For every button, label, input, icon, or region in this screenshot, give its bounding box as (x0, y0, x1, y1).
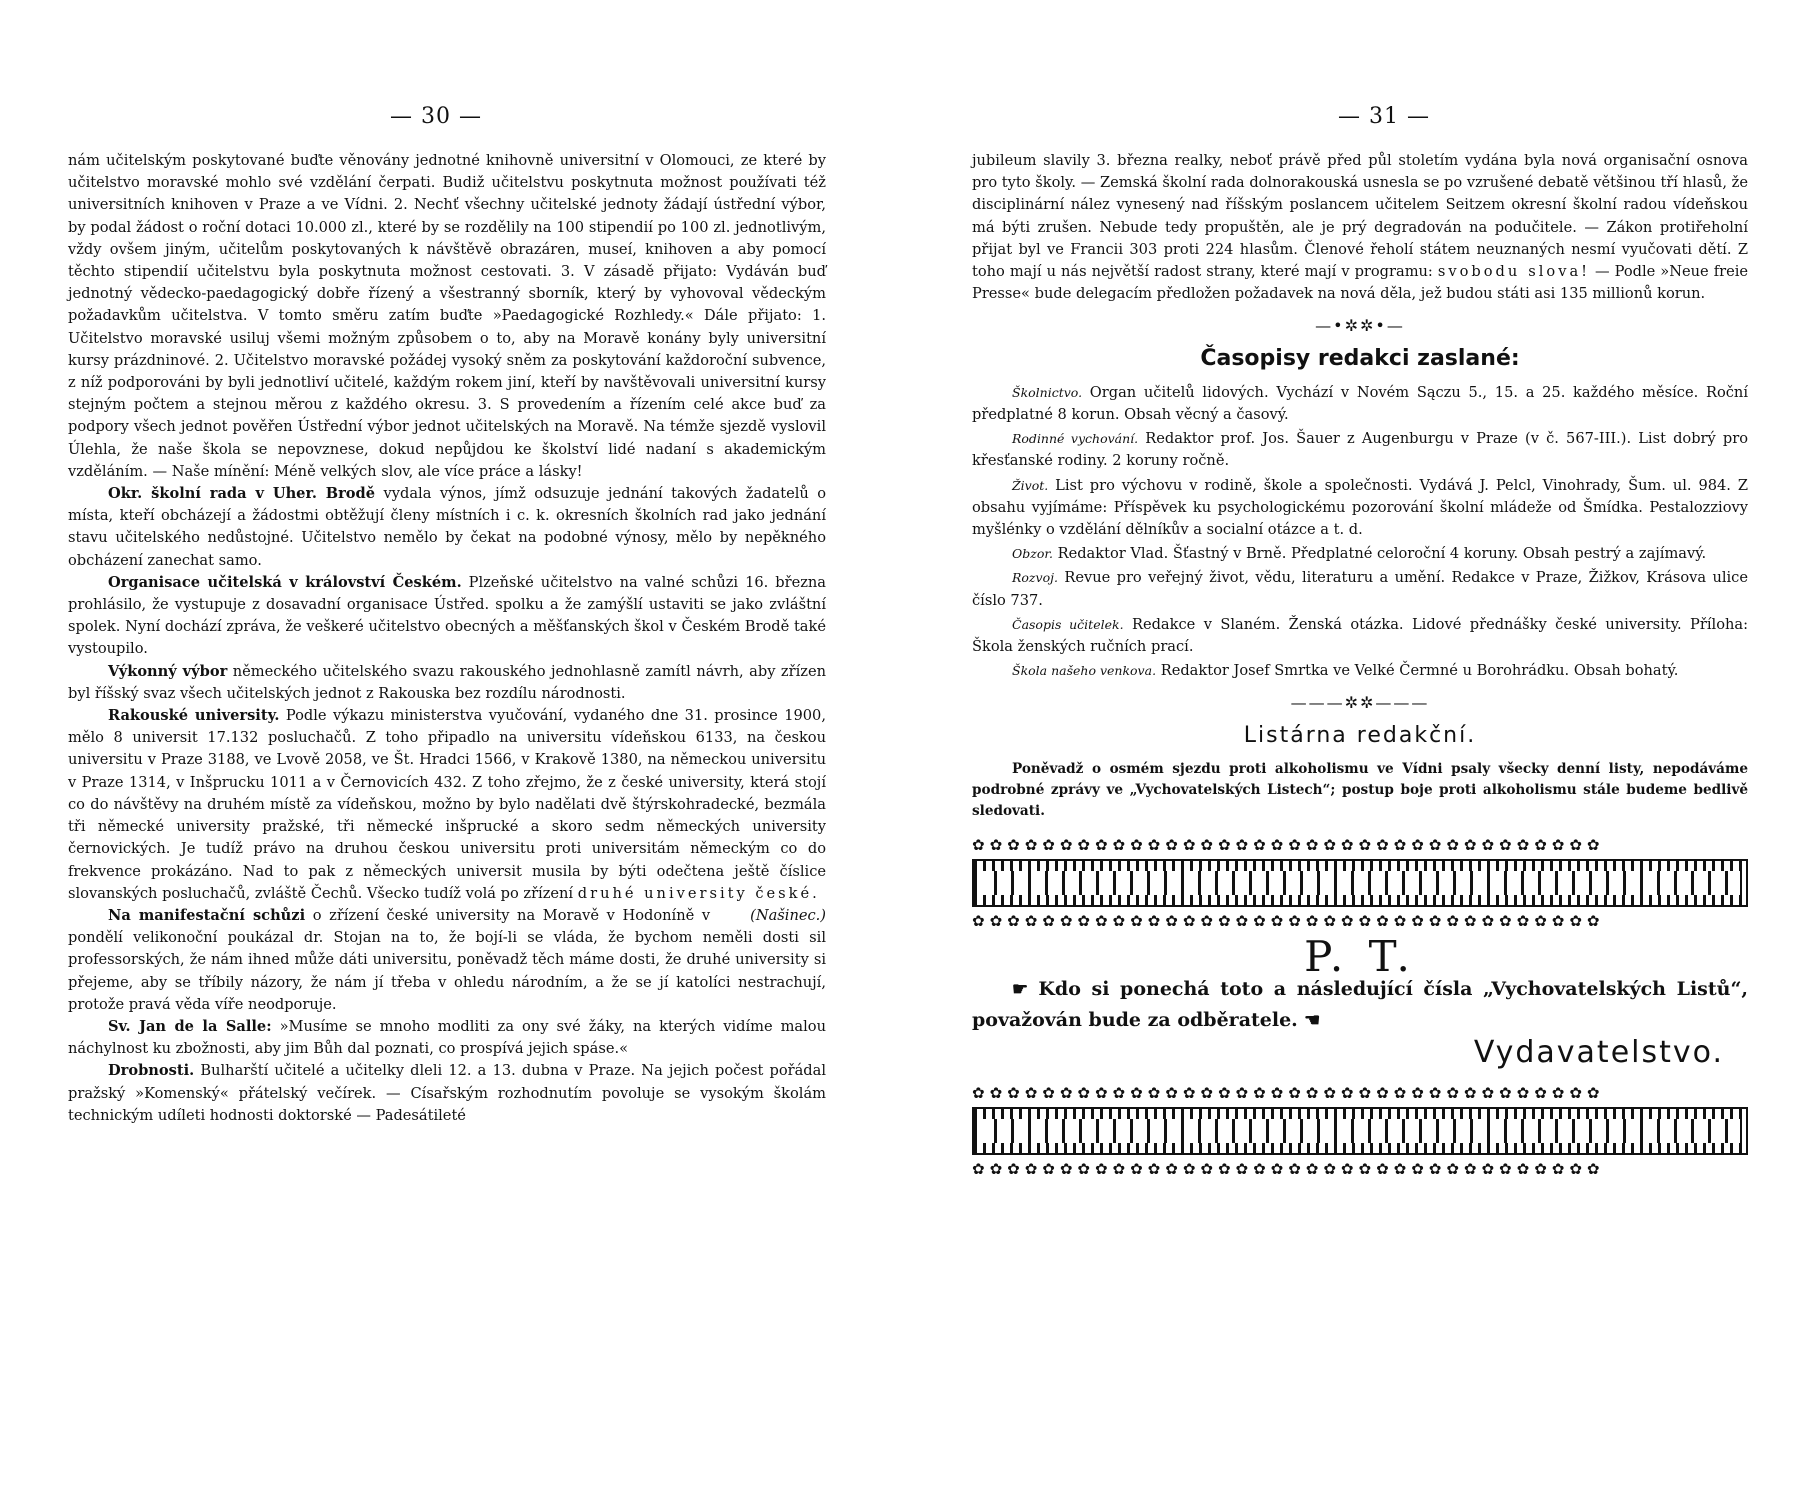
ornament-divider: —•✲✲•— (1315, 316, 1405, 336)
paragraph-lead: Sv. Jan de la Salle: (108, 1017, 272, 1035)
ad-text: ☛ Kdo si ponechá toto a následující čísla „Vychovatelských Listů“, považován bude za odběratele. ☚ (972, 978, 1749, 1032)
flower-border-icon: ✿✿✿✿✿✿✿✿✿✿✿✿✿✿✿✿✿✿✿✿✿✿✿✿✿✿✿✿✿✿✿✿✿✿✿✿ (972, 1160, 1605, 1179)
page-number: — 31 — (1338, 104, 1430, 129)
right-column (972, 150, 1748, 1180)
spaced-emphasis: druhé university české. (577, 884, 820, 902)
journal-entry: Školnictvo. Organ učitelů lidových. Vychází v Novém Sączu 5., 15. a 25. každého měsíce. Roční předplatné 8 korun. Obsah věcný a časový. (972, 383, 1748, 424)
spaced-emphasis: svobodu slova! (1437, 263, 1591, 281)
letters-notice: Poněvadž o osmém sjezdu proti alkoholismu ve Vídni psaly všecky denní listy, nepodáváme podrobné zprávy ve „Vychovatelských Listech“; postup boje proti alkoholismu stále budeme bedlivě sledovati. (972, 760, 1748, 819)
paragraph-lead: Rakouské university. (108, 707, 280, 725)
left-column (68, 150, 826, 1127)
paragraph-lead: Organisace učitelská v království Českém. (108, 573, 462, 591)
paragraph: Organisace učitelská v království Českém. Plzeňské učitelstvo na valné schůzi 16. března prohlásilo, že vystupuje z dosavadní organisace Ústřed. spolku a že zamýšlí ustaviti se jako zvláštní spolek. Nyní dochází zpráva, že veškeré učitelstvo obecných a měšťanských škol v Českém Brodě také vystoupilo. (68, 573, 826, 658)
paragraph: Na manifestační schůzi o zřízení české university na Moravě v Hodoníně v pondělí velikonoční poukázal dr. Stojan na to, že bojí-li se vláda, že bychom neměli dosti sil professorských, že nám ihned může dáti universitu, poněvadž těch máme dosti, že druhé university si přejeme, aby se tříbily názory, že nám jí třeba v ohledu národním, a že se jí katolíci nestrachují, protože pravá věda víře neodporuje. (68, 906, 826, 1013)
journal-entry: Škola našeho venkova. Redaktor Josef Smrtka ve Velké Čermné u Borohrádku. Obsah bohatý. (1012, 662, 1679, 680)
letters-heading: Listárna redakční. (1243, 722, 1477, 748)
flower-border-icon: ✿✿✿✿✿✿✿✿✿✿✿✿✿✿✿✿✿✿✿✿✿✿✿✿✿✿✿✿✿✿✿✿✿✿✿✿ (972, 835, 1605, 854)
journal-entry: Rodinné vychování. Redaktor prof. Jos. Šauer z Augenburgu v Praze (v č. 567-III.). List dobrý pro křesťanské rodiny. 2 koruny ročně. (972, 430, 1748, 470)
paragraph: jubileum slavily 3. března realky, neboť právě před půl stoletím vydána byla nová organisační osnova pro tyto školy. — Zemská školní rada dolnorakouská usnesla se po vzrušené debatě většinou tří hlasů, že disciplinární nález vynesený nad říšským poslancem učitelem Seitzem okresní školní radou vídeňskou má býti zrušen. Nebude tedy propuštěn, ale je prý degradován na podučitele. — Zákon protiřeholní přijat byl ve Francii 303 proti 224 hlasům. Členové řeholí státem neuznaných nesmí vyučovati dětí. Z toho mají u nás největší radost strany, které mají v programu: svobodu slova! — Podle »Neue freie Presse« bude delegacím předložen požadavek na nová děla, jež budou státi asi 135 millionů korun. (972, 152, 1749, 303)
journal-title: Rodinné vychování. (1012, 431, 1139, 447)
paragraph-lead: Na manifestační schůzi (108, 906, 306, 924)
decorative-border-bottom (972, 1082, 1748, 1180)
journal-title: Časopis učitelek. (1012, 616, 1124, 632)
pointing-hand-icon: ☛ (1012, 979, 1039, 1001)
source-citation: (Našinec.) (750, 906, 826, 924)
journal-title: Rozvoj. (1012, 570, 1058, 586)
ad-heading: P. T. (1304, 931, 1416, 981)
journal-entry: Časopis učitelek. Redakce v Slaném. Ženská otázka. Lidové přednášky české university. Příloha: Škola ženských ručních prací. (972, 615, 1748, 656)
paragraph: Rakouské university. Podle výkazu ministerstva vyučování, vydaného dne 31. prosince 1900, mělo 8 universit 17.132 posluchačů. Z toho připadlo na universitu vídeňskou 6133, na českou universitu v Praze 3188, ve Lvově 2058, ve Št. Hradci 1566, v Krakově 1380, na německou universitu v Praze 1314, v Inšprucku 1011 a v Černovicích 432. Z toho zřejmo, že z české university, která stojí co do návštěvy na druhém místě za vídeňskou, možno by bylo nadělati dvě štýrskohradecké, bezmála tři německé university pražské, tři německé inšprucké a skoro sedm německých university černovických. Je tudíž právo na druhou českou universitu proti universitám německým co do frekvence prokázáno. Nad to pak z německých universit musila by býti odečtena ještě číslice slovanských posluchačů, zvláště Čechů. Všecko tudíž volá po zřízení druhé university české. (Našinec.) (68, 705, 826, 905)
paragraph-lead: Okr. školní rada v Uher. Brodě (108, 485, 376, 503)
publisher-signature: Vydavatelstvo. (1473, 1035, 1724, 1071)
journal-title: Škola našeho venkova. (1012, 663, 1157, 679)
paragraph-lead: Drobnosti. (108, 1062, 195, 1080)
paragraph-lead: Výkonný výbor (108, 662, 228, 680)
journal-title: Obzor. (1012, 546, 1053, 562)
paragraph: Drobnosti. Bulharští učitelé a učitelky dleli 12. a 13. dubna v Praze. Na jejich počest pořádal pražský »Komenský« přátelský večírek. — Císařským rozhodnutím povoluje se vysokým školám technickým udíleti hodnosti doktorské — Padesátileté (68, 1062, 826, 1124)
paragraph: Výkonný výbor německého učitelského svazu rakouského jednohlasně zamítl návrh, aby zřízen byl říšský svaz všech učitelských jednot z Rakouska bez rozdílu národnosti. (68, 662, 826, 702)
journal-entry: Obzor. Redaktor Vlad. Šťastný v Brně. Předplatné celoroční 4 koruny. Obsah pestrý a zajímavý. (1012, 545, 1707, 563)
journal-title: Školnictvo. (1012, 384, 1083, 400)
ornament-divider: ———✲✲——— (1290, 693, 1430, 713)
pointing-hand-icon: ☚ (1297, 1010, 1321, 1032)
journals-heading: Časopisy redakci zaslané: (1200, 345, 1520, 371)
flower-border-icon: ✿✿✿✿✿✿✿✿✿✿✿✿✿✿✿✿✿✿✿✿✿✿✿✿✿✿✿✿✿✿✿✿✿✿✿✿ (972, 1084, 1605, 1103)
page-number: — 30 — (390, 104, 482, 129)
journal-entry: Rozvoj. Revue pro veřejný život, vědu, literaturu a umění. Redakce v Praze, Žižkov, Krásova ulice číslo 737. (972, 569, 1748, 609)
meander-border-icon (972, 1107, 1748, 1155)
paragraph: Sv. Jan de la Salle: »Musíme se mnoho modliti za ony své žáky, na kterých vidíme malou náchylnost ku zbožnosti, aby jim Bůh dal poznati, co prospívá jejich spáse.« (68, 1017, 826, 1058)
journal-entry: Život. List pro výchovu v rodině, škole a společnosti. Vydává J. Pelcl, Vinohrady, Šum. ul. 984. Z obsahu vyjímáme: Příspěvek ku psychologickému pozorování školní mládeže od Šmídka. Pestalozziovy myšlénky o vzdělání dělníkův a socialní otázce a t. d. (972, 476, 1748, 539)
paragraph: Okr. školní rada v Uher. Brodě vydala výnos, jímž odsuzuje jednání takových žadatelů o místa, kteří obcházejí a žádostmi obtěžují členy místních i c. k. okresních školních rad jako jednání stavu učitelského nedůstojné. Učitelstvo nemělo by čekat na podobné výnosy, mělo by nepěkného obcházení zanechat samo. (68, 485, 827, 569)
meander-border-icon (972, 859, 1748, 907)
journal-list (972, 382, 1748, 683)
decorative-border-top (972, 834, 1748, 932)
flower-border-icon: ✿✿✿✿✿✿✿✿✿✿✿✿✿✿✿✿✿✿✿✿✿✿✿✿✿✿✿✿✿✿✿✿✿✿✿✿ (972, 911, 1605, 930)
journal-title: Život. (1012, 477, 1049, 493)
paragraph: nám učitelským poskytované buďte věnovány jednotné knihovně universitní v Olomouci, ze které by učitelstvo moravské mohlo své vzdělání čerpati. Budiž učitelstvu poskytnuta možnost používati též universitních knihoven v Praze a ve Vídni. 2. Nechť všechny učitelské jednoty žádají ústřední výbor, by podal žádost o roční dotaci 10.000 zl., které by se rozdělily na 100 stipendií po 100 zl. jednotlivým, vždy ovšem jiným, učitelům poskytovaných k návštěvě obrazáren, museí, knihoven a aby pomocí těchto stipendií učitelstvu byla poskytnuta možnost cestovati. 3. V zásadě přijato: Vydáván buď jednotný vědecko-paedagogický dobře řízený a všestranný sborník, který by vyhovoval vědeckým požadavkům učitelstva. V tomto směru zatím buďte »Paedagogické Rozhledy.« Dále přijato: 1. Učitelstvo moravské usiluj všemi možným způsobem o to, aby na Moravě konány byly universitní kursy prázdninové. 2. Učitelstvo moravské požádej vysoký sněm za poskytování každoroční subvence, z níž podporováni by byli jednotliví učitelé, každým rokem jiní, kteří by navštěvovali universitní kursy stejným počtem a stejnou měrou z každého okresu. 3. S provedením a řízením celé akce buď za podpory všech jednot pověřen Ústřední výbor jednot učitelských na Moravě. Na témže sjezdě vyslovil Úlehla, že naše škola se nepovznese, dokud nepůjdou ke školství lidé nadaní s akademickým vzděláním. — Naše mínění: Méně velkých slov, ale více práce a lásky! (68, 152, 826, 480)
